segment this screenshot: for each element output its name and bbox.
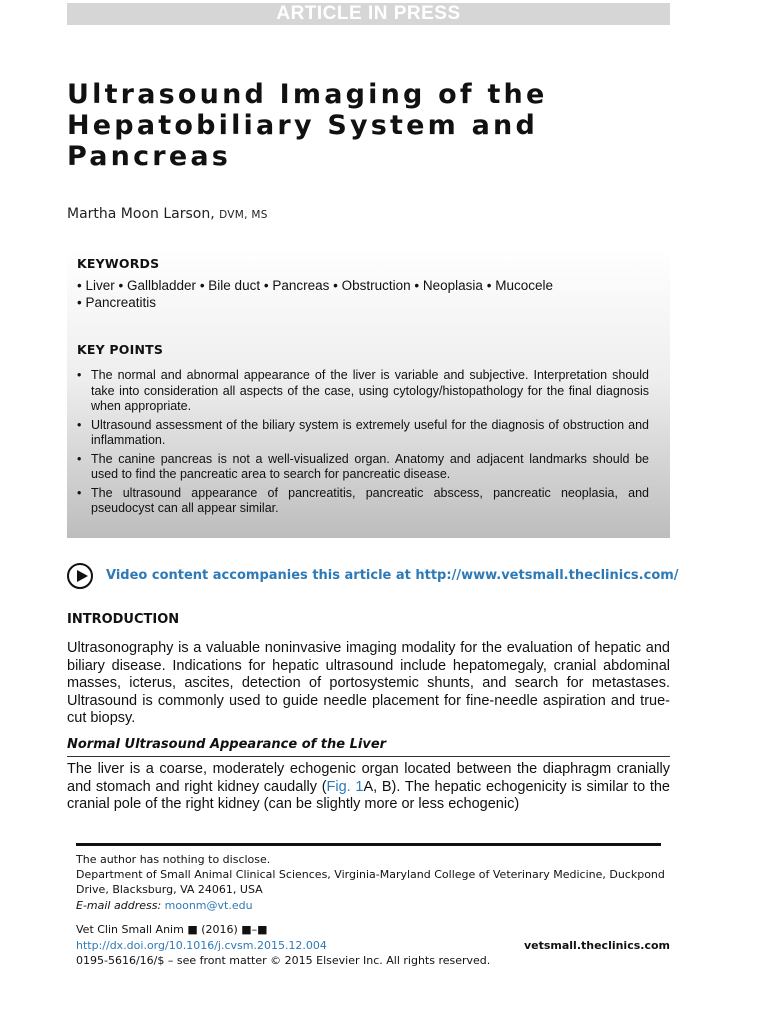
introduction-heading: INTRODUCTION <box>67 612 180 627</box>
article-in-press-banner: ARTICLE IN PRESS <box>67 3 670 25</box>
play-icon[interactable] <box>67 563 93 589</box>
section-paragraph <box>67 761 670 814</box>
author-credentials: DVM, MS <box>219 209 268 221</box>
journal-info <box>76 922 670 969</box>
article-title: Ultrasound Imaging of the Hepatobiliary System and Pancreas <box>67 79 548 172</box>
keywords-keypoints-box <box>67 248 670 538</box>
keywords-heading: KEYWORDS <box>77 256 160 271</box>
key-points-list <box>77 368 649 520</box>
email-label: E-mail address: <box>76 899 162 912</box>
figure-link[interactable]: Fig. 1 <box>326 778 364 795</box>
keyword-item: • Mucocele <box>487 278 553 293</box>
keyword-item: • Gallbladder <box>119 278 197 293</box>
footnote-email-line <box>76 898 666 913</box>
keyword-item: • Pancreatitis <box>77 295 156 310</box>
footnote-divider <box>76 843 661 846</box>
key-point-item: • Ultrasound assessment of the biliary system is extremely useful for the diagnosis of obstruction and inflammation. <box>77 418 649 449</box>
key-point-item: • The ultrasound appearance of pancreatitis, pancreatic abscess, pancreatic neoplasia, and pseudocyst can all appear similar. <box>77 486 649 517</box>
key-point-item: • The canine pancreas is not a well-visualized organ. Anatomy and adjacent landmarks should be used to find the pancreatic area to search for pancreatic disease. <box>77 452 649 483</box>
keyword-item: • Liver <box>77 278 115 293</box>
journal-citation: Vet Clin Small Anim ■ (2016) ■–■ <box>76 923 268 936</box>
video-link[interactable]: Video content accompanies this article at http://www.vetsmall.theclinics.com/ <box>106 568 679 583</box>
key-points-heading: KEY POINTS <box>77 342 164 357</box>
author-line <box>67 206 268 222</box>
keyword-item: • Bile duct <box>200 278 260 293</box>
keywords-list <box>77 277 657 311</box>
keyword-item: • Obstruction <box>333 278 411 293</box>
email-link[interactable]: moonm@vt.edu <box>164 899 253 912</box>
copyright-line: 0195-5616/16/$ – see front matter © 2015 Elsevier Inc. All rights reserved. <box>76 954 491 967</box>
author-name: Martha Moon Larson, <box>67 206 215 222</box>
video-content-note[interactable] <box>67 563 687 591</box>
doi-link[interactable]: http://dx.doi.org/10.1016/j.cvsm.2015.12.004 <box>76 938 327 952</box>
section-text-before: The liver is a coarse, moderately echogenic organ located between the diaphragm cranially and stomach and right kidney caudally ( <box>67 761 670 795</box>
section-text-after: A, B). The hepatic echogenicity is similar to the cranial pole of the right kidney (can be slightly more or less echogenic) <box>67 778 670 812</box>
footnote-affiliation: Department of Small Animal Clinical Sciences, Virginia-Maryland College of Veterinary Medicine, Duckpond Drive, Blacksburg, VA 24061, USA <box>76 868 665 896</box>
key-point-item: • The normal and abnormal appearance of the liver is variable and subjective. Interpretation should take into consideration all aspects of the case, using cytology/histopathology for the final diagnosis when appropriate. <box>77 368 649 415</box>
keyword-item: • Neoplasia <box>414 278 483 293</box>
introduction-paragraph: Ultrasonography is a valuable noninvasive imaging modality for the evaluation of hepatic and biliary disease. Indications for hepatic ultrasound include hepatomegaly, cranial abdominal masses, icterus, ascites, detection of portosystemic shunts, and search for metastases. Ultrasound is commonly used to guide needle placement for fine-needle aspiration and true-cut biopsy. <box>67 640 670 726</box>
journal-website[interactable]: vetsmall.theclinics.com <box>523 938 670 952</box>
section-heading: Normal Ultrasound Appearance of the Liver <box>67 737 670 757</box>
footnote-disclosure: The author has nothing to disclose. <box>76 853 271 866</box>
keyword-item: • Pancreas <box>264 278 330 293</box>
